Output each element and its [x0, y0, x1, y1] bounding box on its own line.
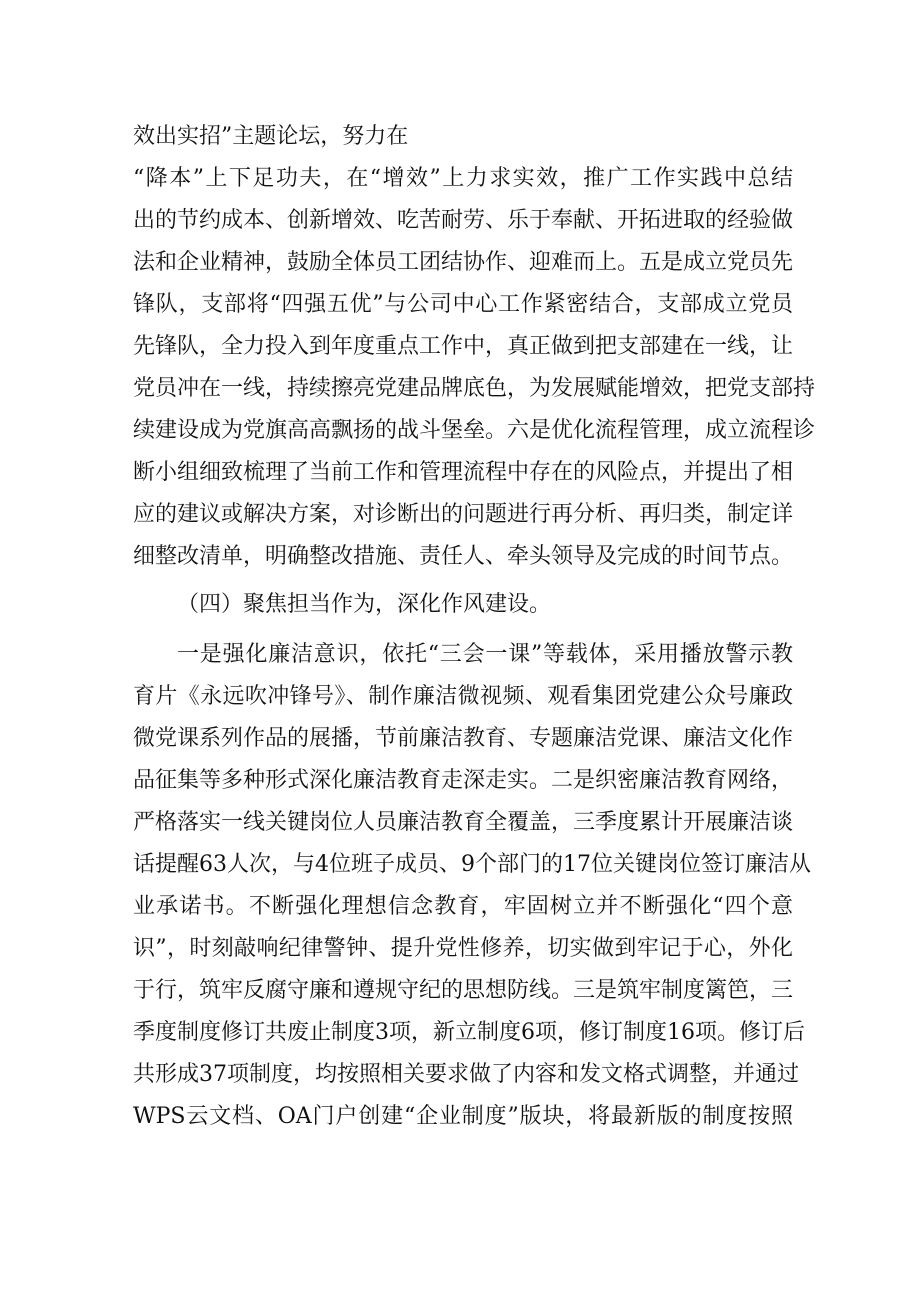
text-line: 共形成37项制度，均按照相关要求做了内容和发文格式调整，并通过	[133, 1062, 799, 1087]
section-heading: （四）聚焦担当作为，深化作风建设。	[177, 592, 552, 617]
text-line: 先锋队，全力投入到年度重点工作中，真正做到把支部建在一线，让	[133, 334, 794, 359]
text-line: 于行，筑牢反腐守廉和遵规守纪的思想防线。三是筑牢制度篱笆，三	[133, 978, 794, 1003]
text-line: 微党课系列作品的展播，节前廉洁教育、专题廉洁党课、廉洁文化作	[133, 726, 794, 751]
text-line: 细整改清单，明确整改措施、责任人、牵头领导及完成的时间节点。	[133, 544, 794, 569]
text-line: 党员冲在一线，持续擦亮党建品牌底色，为发展赋能增效，把党支部持	[133, 376, 816, 401]
text-line: “降本”上下足功夫，在“增效”上力求实效，推广工作实践中总结	[133, 166, 793, 191]
text-line: 应的建议或解决方案，对诊断出的问题进行再分析、再归类，制定详	[133, 502, 794, 527]
text-line: 续建设成为党旗高高飘扬的战斗堡垒。六是优化流程管理，成立流程诊	[133, 418, 816, 443]
text-line: 识”，时刻敲响纪律警钟、提升党性修养，切实做到牢记于心，外化	[133, 936, 793, 961]
text-line: WPS云文档、OA门户创建“企业制度”版块，将最新版的制度按照	[133, 1104, 793, 1129]
text-line: 出的节约成本、创新增效、吃苦耐劳、乐于奉献、开拓进取的经验做	[133, 208, 794, 233]
text-line: 季度制度修订共废止制度3项，新立制度6项，修订制度16项。修订后	[133, 1020, 805, 1045]
text-line: 一是强化廉洁意识，依托“三会一课”等载体，采用播放警示教	[177, 642, 793, 667]
text-line: 话提醒63人次，与4位班子成员、9个部门的17位关键岗位签订廉洁从	[133, 852, 811, 877]
text-line: 法和企业精神，鼓励全体员工团结协作、迎难而上。五是成立党员先	[133, 250, 794, 275]
text-line: 断小组细致梳理了当前工作和管理流程中存在的风险点，并提出了相	[133, 460, 794, 485]
text-line: 效出实招”主题论坛，努力在	[133, 124, 409, 149]
text-line: 品征集等多种形式深化廉洁教育走深走实。二是织密廉洁教育网络，	[133, 768, 794, 793]
text-line: 锋队，支部将“四强五优”与公司中心工作紧密结合，支部成立党员	[133, 292, 793, 317]
text-line: 业承诺书。不断强化理想信念教育，牢固树立并不断强化“四个意	[133, 894, 793, 919]
text-line: 育片《永远吹冲锋号》、制作廉洁微视频、观看集团党建公众号廉政	[133, 684, 793, 709]
text-line: 严格落实一线关键岗位人员廉洁教育全覆盖，三季度累计开展廉洁谈	[133, 810, 794, 835]
